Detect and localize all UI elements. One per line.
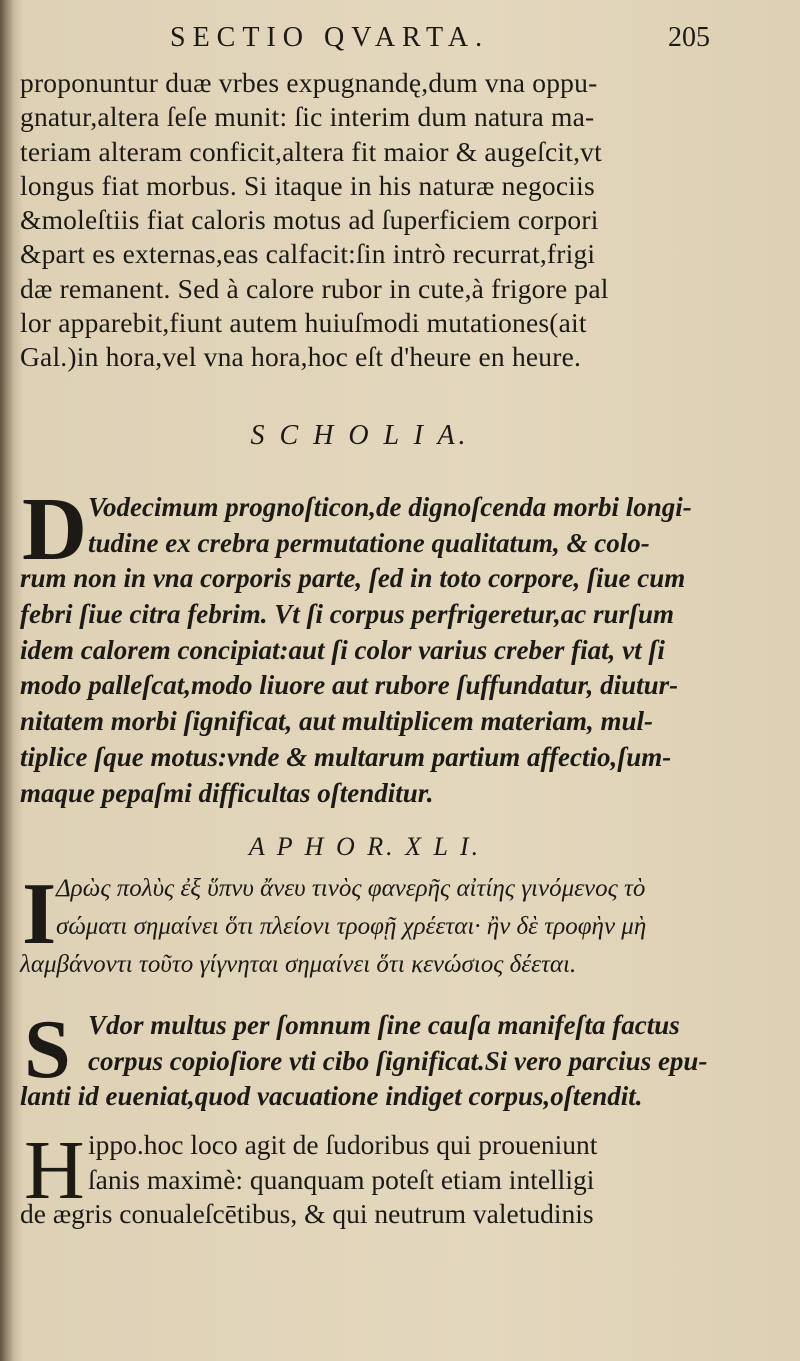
text-line: tudine ex crebra permutatione qualitatum, & colo-: [88, 527, 650, 558]
text-line: &moleſtiis fiat caloris motus ad ſuperficiem corpori: [20, 204, 599, 236]
greek-dropcap: I: [22, 866, 57, 963]
text-line: teriam alteram conficit,altera fit maior & augeſcit,vt: [20, 135, 602, 167]
text-line: maque pepaſmi difficultas oſtenditur.: [20, 777, 434, 808]
commentary-dropcap: H: [24, 1124, 85, 1217]
scholia-dropcap: D: [22, 480, 87, 579]
text-line: Gal.)in hora,vel vna hora,hoc eſt d'heure en heure.: [20, 341, 582, 373]
text-line: σώματι σημαίνει ὅτι πλείονι τροφῇ χρέεται· ἢν δὲ τροφὴν μὴ: [56, 913, 647, 940]
text-line: &part es externas,eas calfacit:ſin intrò recurrat,frigi: [20, 238, 596, 270]
greek-aphorism: [20, 866, 720, 984]
page-number: 205: [668, 22, 710, 53]
text-line: dæ remanent. Sed à calore rubor in cute,à frigore pal: [20, 272, 609, 304]
text-line: de ægris conualeſcētibus, & qui neutrum valetudinis: [20, 1198, 594, 1229]
paragraph-continuation: [20, 66, 720, 375]
text-line: ippo.hoc loco agit de ſudoribus qui proueniunt: [88, 1129, 598, 1160]
text-line: Vdor multus per ſomnum ſine cauſa manifeſta factus: [88, 1010, 680, 1040]
text-line: Vodecimum prognoſticon,de dignoſcenda morbi longi-: [88, 492, 692, 522]
text-line: longus fiat morbus. Si itaque in his naturæ negociis: [20, 169, 595, 201]
text-line: idem calorem concipiat:aut ſi color varius creber fiat, vt ſi: [20, 634, 665, 665]
aphorism-heading: A P H O R. X L I.: [248, 832, 482, 861]
text-line: proponuntur duæ vrbes expugnandę,dum vna oppu-: [20, 67, 598, 98]
text-line: rum non in vna corporis parte, ſed in toto corpore, ſiue cum: [20, 563, 686, 594]
latin-dropcap: S: [24, 1003, 71, 1096]
text-line: Δρὼς πολὺς ἐξ ὕπνυ ἄνευ τινὸς φανερῆς αἰτίης γινόμενος τὸ: [56, 875, 646, 902]
latin-aphorism: [20, 1003, 720, 1115]
text-line: modo palleſcat,modo liuore aut rubore ſuffundatur, diutur-: [20, 670, 679, 701]
text-line: nitatem morbi ſignificat, aut multiplicem materiam, mul-: [20, 706, 654, 737]
text-line: λαμβάνοντι τοῦτο γίγνηται σημαίνει ὅτι κενώσιος δέεται.: [20, 951, 577, 978]
text-line: lanti id eueniat,quod vacuatione indiget corpus,oſtendit.: [20, 1081, 643, 1112]
text-line: febri ſiue citra febrim. Vt ſi corpus perfrigeretur,ac rurſum: [20, 599, 674, 630]
text-line: corpus copioſiore vti cibo ſignificat.Si vero parcius epu-: [88, 1045, 708, 1076]
text-line: ſanis maximè: quanquam poteſt etiam intelligi: [88, 1163, 595, 1195]
running-header: [170, 22, 730, 58]
scholia-paragraph: [20, 490, 720, 811]
text-line: gnatur,altera ſeſe munit: ſic interim dum natura ma-: [20, 101, 595, 133]
scholia-heading: S C H O L I A.: [250, 420, 470, 451]
section-title: SECTIO QVARTA.: [170, 22, 490, 53]
text-line: tiplice ſque motus:vnde & multarum partium affectio,ſum-: [20, 741, 672, 772]
commentary-paragraph: [20, 1124, 720, 1232]
text-line: lor apparebit,fiunt autem huiuſmodi mutationes(ait: [20, 307, 587, 339]
